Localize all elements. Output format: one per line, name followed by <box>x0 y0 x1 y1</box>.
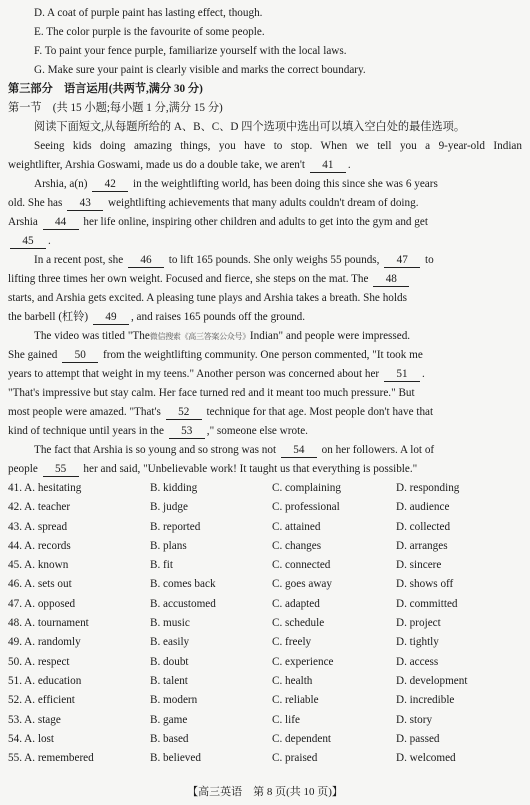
section1-title: 第一节 (共 15 小题;每小题 1 分,满分 15 分) <box>8 102 223 114</box>
choice-b[interactable]: B. doubt <box>150 655 189 668</box>
choice-c[interactable]: C. schedule <box>272 617 325 630</box>
option-g: G. Make sure your paint is clearly visible and marks the correct boundary. <box>34 64 366 76</box>
page-footer: 【高三英语 第 8 页(共 10 页)】 <box>187 786 343 798</box>
choice-d[interactable]: D. tightly <box>396 636 439 649</box>
passage-text: Seeing kids doing amazing things, you have to stop. When we tell you a 9-year-old Indian <box>34 140 522 152</box>
choice-a[interactable]: 42. A. teacher <box>8 501 71 514</box>
choice-d[interactable]: D. responding <box>396 482 460 494</box>
choice-a[interactable]: 46. A. sets out <box>8 578 72 591</box>
passage-text: The fact that Arshia is so young and so strong was not <box>34 444 277 456</box>
question-row <box>0 537 530 556</box>
choice-c[interactable]: C. adapted <box>272 597 320 610</box>
blank-41: 41 <box>310 158 346 173</box>
passage-line: weightlifter, Arshia Goswami, made us do a double take, we aren't 41 . <box>8 159 351 171</box>
choice-b[interactable]: B. kidding <box>150 482 198 494</box>
passage-line: years to attempt that weight in my teens." Another person was concerned about her 51 . <box>8 368 425 380</box>
choice-d[interactable]: D. shows off <box>396 578 454 591</box>
passage-line <box>0 251 530 270</box>
blank-51: 51 <box>384 367 420 382</box>
blank-43: 43 <box>67 196 103 211</box>
question-row <box>0 730 530 749</box>
passage-line <box>0 327 530 346</box>
blank-42: 42 <box>92 177 128 192</box>
passage-text: her and said, "Unbelievable work! It taught us that everything is possible." <box>83 463 418 475</box>
passage-text: The video was titled "The <box>34 330 150 342</box>
choice-b[interactable]: B. talent <box>150 674 188 687</box>
passage-line <box>0 213 530 232</box>
choice-b[interactable]: B. based <box>150 732 189 745</box>
choice-c[interactable]: C. professional <box>272 501 340 514</box>
question-row <box>0 498 530 517</box>
passage-line <box>0 270 530 289</box>
passage-text: Arshia <box>8 216 38 228</box>
passage-text: weightlifter, Arshia Goswami, made us do a double take, we aren't <box>8 159 306 171</box>
question-row <box>0 711 530 730</box>
passage-text: In a recent post, she <box>34 254 124 266</box>
choice-d[interactable]: D. access <box>396 655 439 668</box>
passage-text: on her followers. A lot of <box>321 444 435 456</box>
passage-text: old. She has <box>8 197 63 209</box>
passage-line <box>0 289 530 308</box>
instructions: 阅读下面短文,从每题所给的 A、B、C、D 四个选项中选出可以填入空白处的最佳选项。 <box>34 121 466 133</box>
passage-text: She gained <box>8 349 58 361</box>
question-row <box>0 479 530 498</box>
passage-line <box>0 422 530 441</box>
blank-46: 46 <box>128 253 164 268</box>
blank-45: 45 <box>10 234 46 249</box>
passage-text: years to attempt that weight in my teens." Another person was concerned about her <box>8 368 380 380</box>
choice-d[interactable]: D. welcomed <box>396 752 456 765</box>
choice-b[interactable]: B. believed <box>150 752 201 765</box>
question-row <box>0 691 530 710</box>
choice-b[interactable]: B. comes back <box>150 578 216 591</box>
passage-line <box>0 175 530 194</box>
passage-text: weightlifting achievements that many adults couldn't dream of doing. <box>107 197 419 209</box>
choice-a[interactable]: 43. A. spread <box>8 520 68 533</box>
choice-b[interactable]: B. easily <box>150 636 190 649</box>
choice-d[interactable]: D. audience <box>396 501 450 514</box>
passage-line <box>0 308 530 327</box>
blank-55: 55 <box>43 462 79 477</box>
choice-a[interactable]: 47. A. opposed <box>8 597 76 610</box>
choice-a[interactable]: 48. A. tournament <box>8 617 89 630</box>
passage-line: 45 . <box>0 232 530 251</box>
choice-c[interactable]: C. changes <box>272 539 322 552</box>
choice-b[interactable]: B. music <box>150 617 190 630</box>
choice-d[interactable]: D. incredible <box>396 694 455 707</box>
passage-text: starts, and Arshia gets excited. A pleasing tune plays and Arshia takes a breath. She holds <box>8 292 407 304</box>
watermark-text: 微信搜索《高三答案公众号》 <box>149 332 250 341</box>
choice-a[interactable]: 49. A. randomly <box>8 636 81 649</box>
passage-text: Arshia, a(n) <box>34 178 88 190</box>
choice-a[interactable]: 50. A. respect <box>8 655 70 668</box>
choice-d[interactable]: D. passed <box>396 732 440 745</box>
choice-c[interactable]: C. goes away <box>272 578 332 591</box>
question-row <box>0 614 530 633</box>
passage-text: , and raises 165 pounds off the ground. <box>130 311 306 323</box>
question-row <box>0 749 530 768</box>
choice-a[interactable]: 55. A. remembered <box>8 752 94 765</box>
passage-text: "That's impressive but stay calm. Her face turned red and it meant too much pressure." But <box>8 387 415 399</box>
passage-text: to <box>425 254 434 266</box>
choice-b[interactable]: B. fit <box>150 559 173 572</box>
option-d: D. A coat of purple paint has lasting effect, though. <box>34 7 263 19</box>
blank-44: 44 <box>43 215 79 230</box>
choice-b[interactable]: B. game <box>150 713 188 726</box>
passage-text: ," someone else wrote. <box>206 425 308 437</box>
choice-c[interactable]: C. life <box>272 713 300 726</box>
question-row <box>0 653 530 672</box>
passage-text: in the weightlifting world, has been doing this since she was 6 years <box>133 178 438 190</box>
choice-a[interactable]: 53. A. stage <box>8 713 61 726</box>
choice-d[interactable]: D. development <box>396 674 468 687</box>
passage-line <box>0 460 530 479</box>
passage-text: technique for that age. Most people don't have that <box>206 406 434 418</box>
question-list <box>0 479 530 768</box>
choice-a[interactable]: 45. A. known <box>8 559 69 572</box>
blank-53: 53 <box>169 424 205 439</box>
passage-text: the barbell (杠铃) <box>8 311 89 323</box>
blank-49: 49 <box>93 310 129 325</box>
choice-c[interactable]: C. complaining <box>272 482 341 494</box>
passage-text: to lift 165 pounds. She only weighs 55 pounds, <box>168 254 380 266</box>
choice-c[interactable]: C. health <box>272 674 313 687</box>
passage-text: kind of technique until years in the <box>8 425 164 437</box>
part3-title: 第三部分 语言运用(共两节,满分 30 分) <box>8 83 203 95</box>
choice-a[interactable]: 51. A. education <box>8 674 82 687</box>
choice-d[interactable]: D. sincere <box>396 559 442 572</box>
passage-text: her life online, inspiring other children and adults to get into the gym and get <box>83 216 428 228</box>
choice-d[interactable]: D. project <box>396 617 441 630</box>
choice-c[interactable]: C. praised <box>272 752 318 765</box>
passage-line <box>0 194 530 213</box>
choice-b[interactable]: B. accustomed <box>150 597 216 610</box>
passage-text: from the weightlifting community. One person commented, "It took me <box>103 349 423 361</box>
choice-a[interactable]: 41. A. hesitating <box>8 482 82 494</box>
choice-b[interactable]: B. reported <box>150 520 201 533</box>
choice-d[interactable]: D. story <box>396 713 433 726</box>
choice-c[interactable]: C. reliable <box>272 694 319 707</box>
choice-b[interactable]: B. plans <box>150 539 187 552</box>
passage-text: Indian" and people were impressed. <box>249 330 411 342</box>
choice-d[interactable]: D. committed <box>396 597 458 610</box>
blank-52: 52 <box>166 405 202 420</box>
question-row <box>0 672 530 691</box>
choice-a[interactable]: 44. A. records <box>8 539 71 552</box>
passage-text: people <box>8 463 38 475</box>
blank-47: 47 <box>384 253 420 268</box>
choice-d[interactable]: D. collected <box>396 520 451 533</box>
blank-50: 50 <box>62 348 98 363</box>
choice-c[interactable]: C. connected <box>272 559 331 572</box>
question-row <box>0 595 530 614</box>
choice-a[interactable]: 52. A. efficient <box>8 694 75 707</box>
choice-c[interactable]: C. dependent <box>272 732 332 745</box>
passage-text: lifting three times her own weight. Focused and fierce, she steps on the mat. The <box>8 273 369 285</box>
passage-line <box>0 441 530 460</box>
option-f: F. To paint your fence purple, familiarize yourself with the local laws. <box>34 45 347 57</box>
blank-54: 54 <box>281 443 317 458</box>
choice-a[interactable]: 54. A. lost <box>8 732 55 745</box>
passage-text: most people were amazed. "That's <box>8 406 161 418</box>
question-row <box>0 633 530 652</box>
passage-line <box>0 403 530 422</box>
passage-line <box>0 384 530 403</box>
question-row <box>0 556 530 575</box>
choice-c[interactable]: C. experience <box>272 655 334 668</box>
choice-d[interactable]: D. arranges <box>396 539 448 552</box>
blank-48: 48 <box>373 272 409 287</box>
choice-b[interactable]: B. modern <box>150 694 198 707</box>
choice-b[interactable]: B. judge <box>150 501 188 514</box>
passage-line <box>0 346 530 365</box>
exam-page <box>0 4 530 768</box>
question-row <box>0 575 530 594</box>
choice-c[interactable]: C. freely <box>272 636 312 649</box>
passage-line <box>0 137 530 156</box>
question-row <box>0 518 530 537</box>
option-e: E. The color purple is the favourite of some people. <box>34 26 265 38</box>
choice-c[interactable]: C. attained <box>272 520 321 533</box>
